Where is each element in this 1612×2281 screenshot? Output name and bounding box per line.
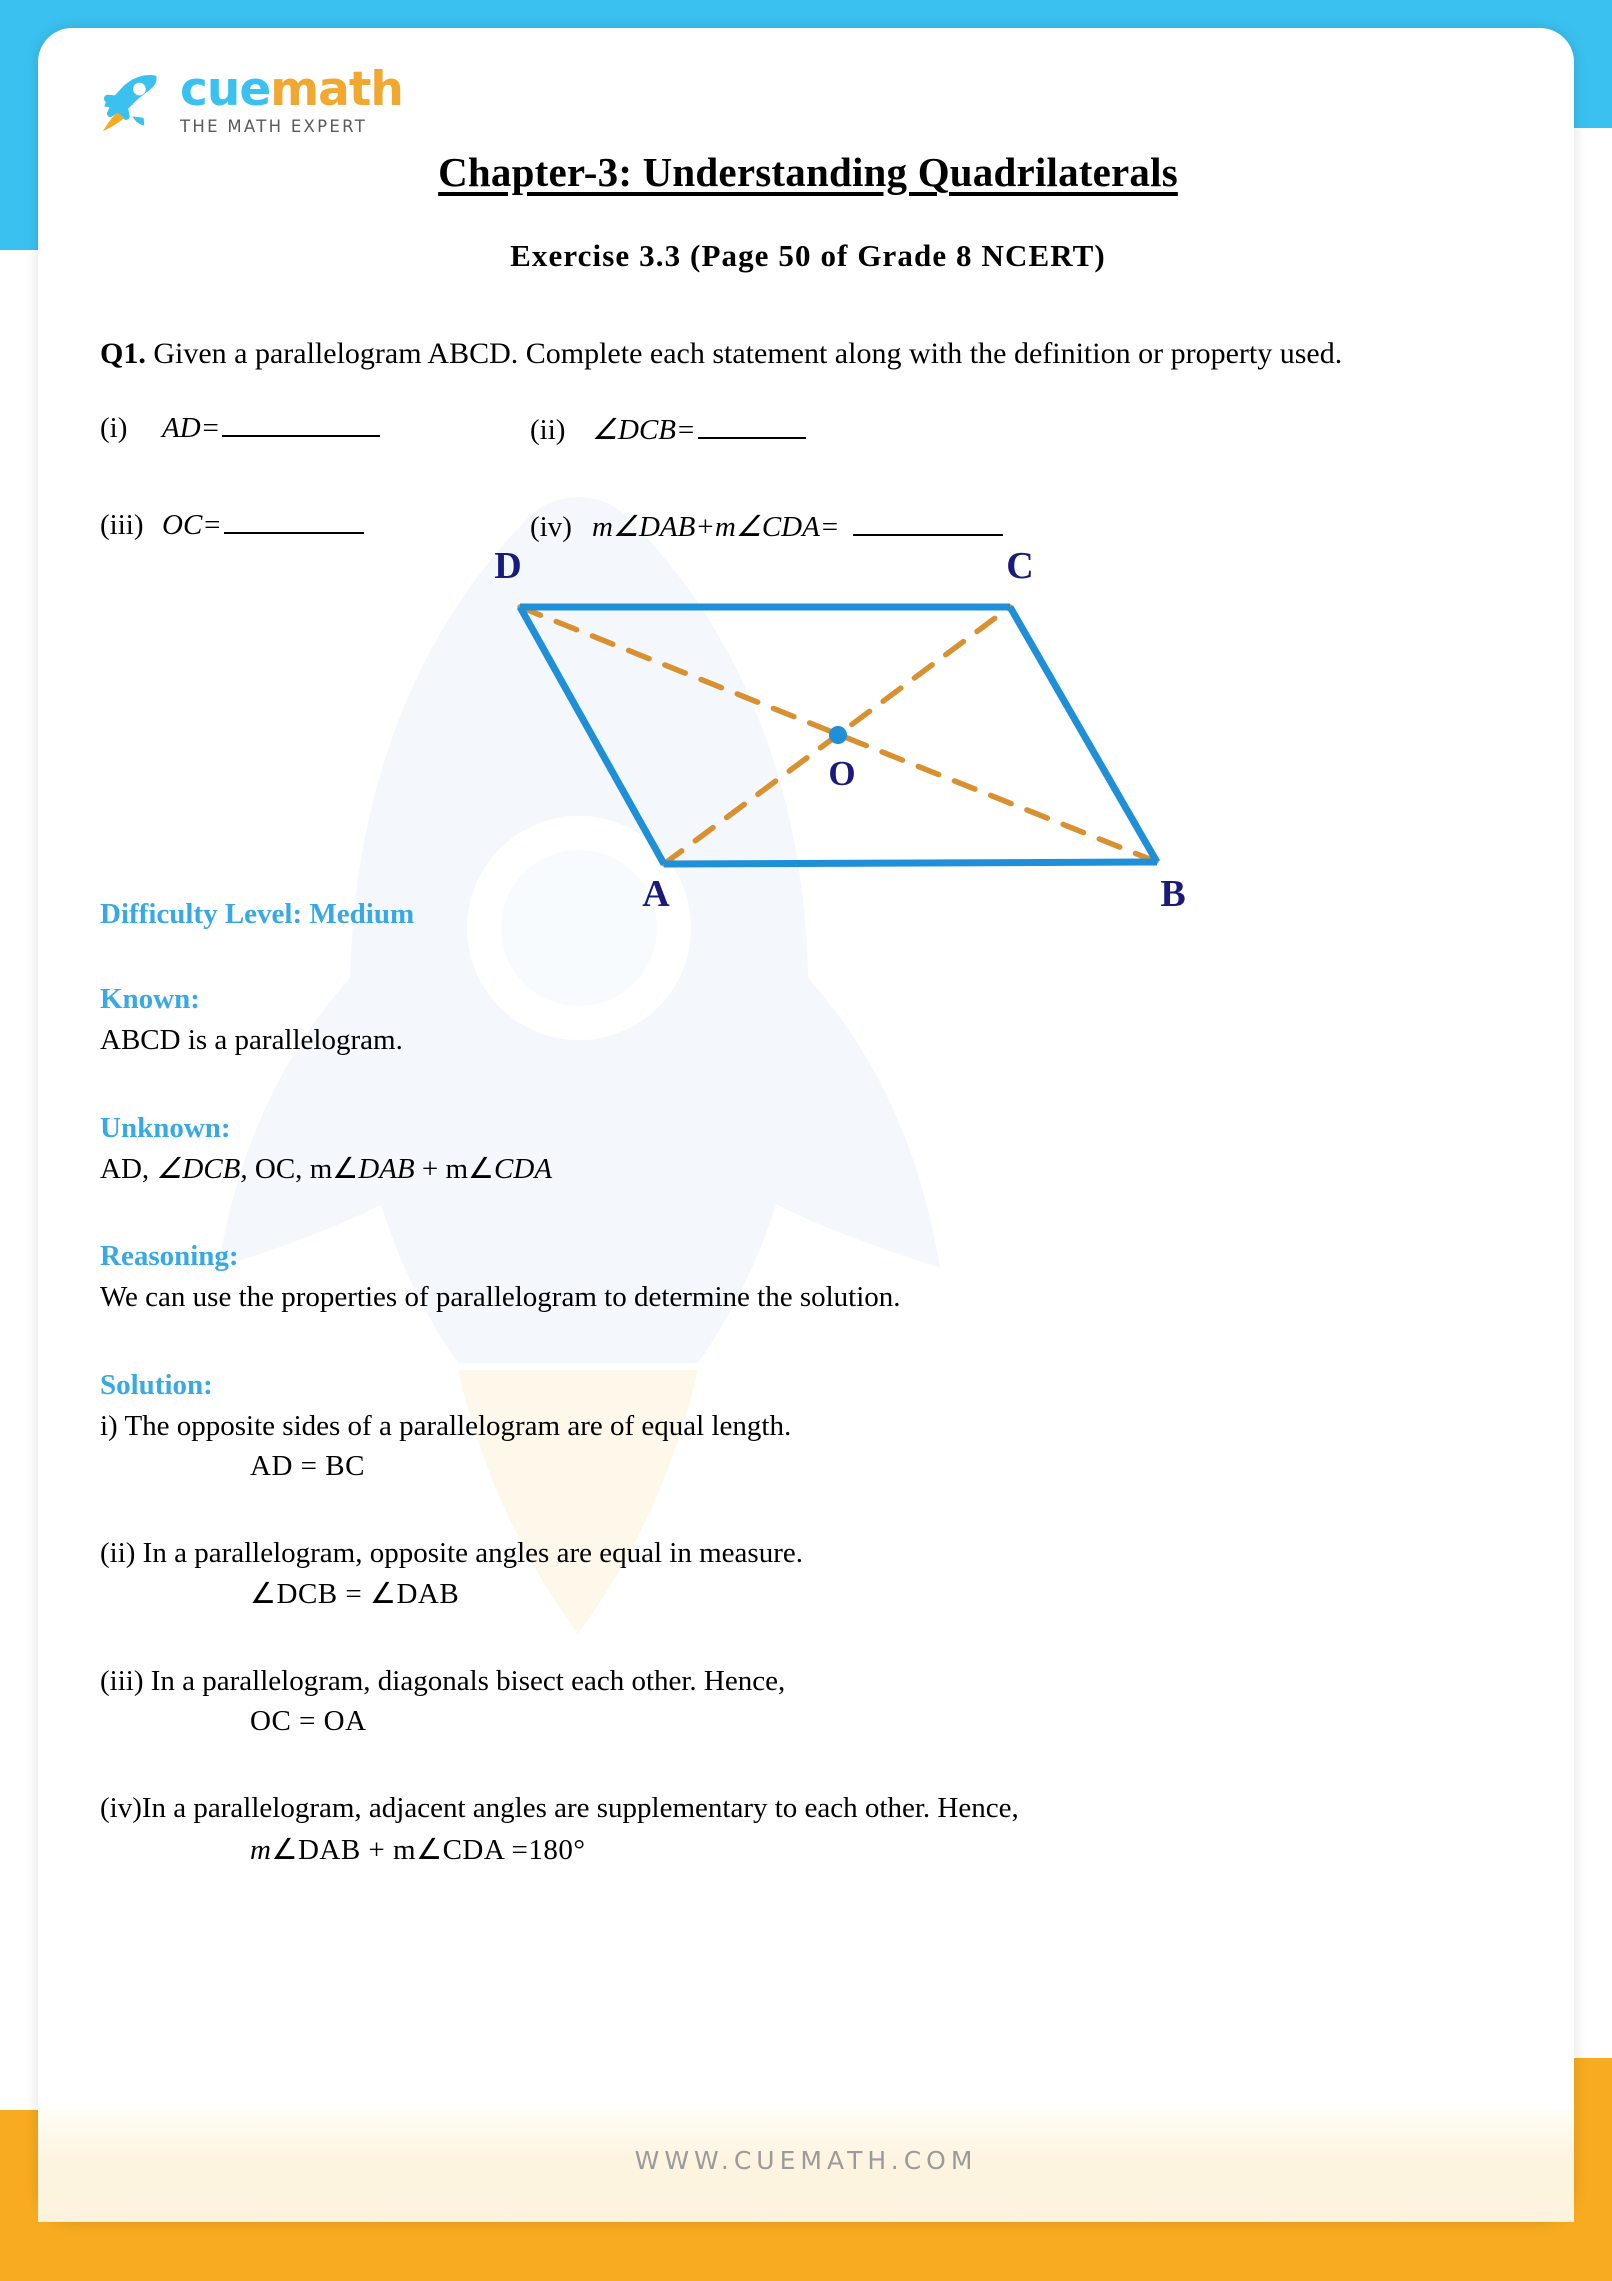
blank-line-ii[interactable]: [698, 437, 806, 439]
left-orange-band: [0, 2110, 42, 2281]
blank-item-iii: [100, 509, 530, 544]
blank-row-1: [100, 412, 1516, 447]
unknown-part-6: + m∠: [421, 1152, 495, 1185]
logo-math-text: math: [270, 62, 403, 118]
unknown-part-7: CDA: [494, 1152, 553, 1185]
blank-expr-i: AD=: [162, 411, 221, 444]
vertex-label-c: C: [1006, 544, 1034, 587]
logo-text: [180, 62, 403, 118]
blank-tag-ii: (ii): [530, 413, 566, 446]
solution-label: Solution:: [100, 1368, 213, 1401]
blank-line-iv[interactable]: [853, 534, 1003, 536]
blank-line-i[interactable]: [222, 435, 380, 437]
blank-expr-ii: ∠DCB=: [592, 413, 696, 446]
known-label: Known:: [100, 982, 200, 1015]
unknown-text: [100, 1151, 1516, 1189]
solution-step-3-statement: (iii) In a parallelogram, diagonals bisect each other. Hence,: [100, 1665, 786, 1698]
page-footer: [38, 2110, 1574, 2222]
solution-step-4-equation-prefix: m: [250, 1833, 272, 1866]
vertex-label-d: D: [494, 544, 522, 587]
question-number: Q1.: [100, 337, 146, 370]
blank-item-i: [100, 412, 530, 447]
solution-step-1-statement: i) The opposite sides of a parallelogram are of equal length.: [100, 1409, 792, 1442]
page-subtitle: Exercise 3.3 (Page 50 of Grade 8 NCERT): [510, 238, 1106, 273]
solution-step-3-equation: OC = OA: [250, 1705, 367, 1738]
blank-tag-iii: (iii): [100, 508, 144, 541]
cuemath-logo: [96, 62, 403, 137]
logo-tagline: THE MATH EXPERT: [180, 117, 368, 137]
solution-step-1-equation: AD = BC: [250, 1449, 365, 1482]
known-text: ABCD is a parallelogram.: [100, 1023, 403, 1056]
question-body: Given a parallelogram ABCD. Complete each statement along with the definition or property used.: [153, 337, 1343, 370]
reasoning-text: We can use the properties of parallelogram to determine the solution.: [100, 1281, 901, 1314]
solution-step-2-statement: (ii) In a parallelogram, opposite angles are equal in measure.: [100, 1536, 803, 1569]
side-da: [520, 607, 664, 864]
side-cb: [1010, 607, 1157, 862]
solution-step-4-equation: [250, 1832, 1516, 1867]
solution-step-2-equation: ∠DCB = ∠DAB: [250, 1578, 460, 1611]
unknown-part-4: m∠: [309, 1152, 359, 1185]
worksheet-page: [38, 28, 1574, 2222]
logo-cue-text: cue: [180, 62, 271, 118]
vertex-label-a: A: [642, 872, 670, 915]
unknown-part-3: OC,: [254, 1152, 303, 1185]
blank-row-2: [100, 509, 1516, 544]
footer-website: WWW.CUEMATH.COM: [634, 2146, 978, 2175]
blank-item-ii: [530, 412, 806, 447]
rocket-icon: [96, 66, 166, 136]
question-text: [100, 334, 1516, 374]
vertex-label-b: B: [1160, 872, 1186, 915]
unknown-label: Unknown:: [100, 1111, 231, 1144]
solution-step-4-equation-body: ∠DAB + m∠CDA =180°: [271, 1833, 586, 1866]
difficulty-level-label: Difficulty Level: Medium: [100, 897, 415, 930]
blank-expr-iii: OC=: [162, 508, 222, 541]
blank-tag-i: (i): [100, 411, 128, 444]
blank-line-iii[interactable]: [224, 532, 364, 534]
unknown-part-2: ∠DCB,: [156, 1152, 248, 1185]
unknown-part-5: DAB: [358, 1152, 415, 1185]
right-orange-band: [1570, 2058, 1612, 2281]
unknown-part-1: AD,: [100, 1152, 150, 1185]
right-cyan-band: [1570, 0, 1612, 128]
cuemath-wordmark: [180, 62, 403, 137]
document-content: [100, 148, 1516, 1867]
reasoning-label: Reasoning:: [100, 1240, 239, 1273]
left-cyan-band: [0, 0, 42, 250]
center-point-o: [829, 726, 847, 744]
blank-item-iv: [530, 509, 1003, 544]
solution-step-4-statement: (iv)In a parallelogram, adjacent angles are supplementary to each other. Hence,: [100, 1792, 1019, 1825]
side-ab: [664, 862, 1157, 864]
center-label-o: O: [828, 753, 856, 793]
blank-tag-iv: (iv): [530, 510, 572, 543]
page-title: Chapter-3: Understanding Quadrilaterals: [438, 149, 1178, 195]
blank-expr-iv: m∠DAB+m∠CDA=: [592, 510, 840, 543]
